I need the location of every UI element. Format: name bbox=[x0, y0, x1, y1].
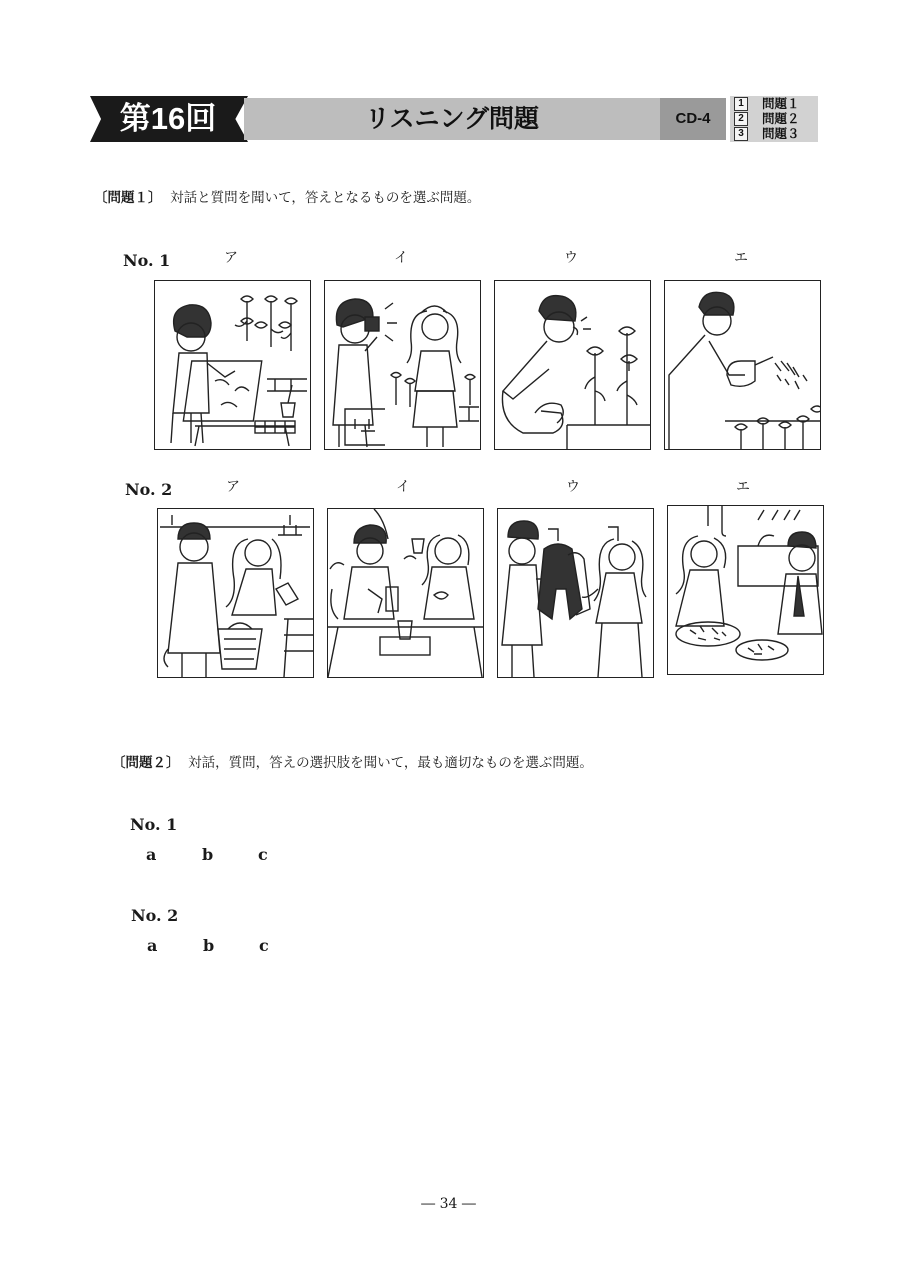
section2-instruction bbox=[112, 751, 593, 771]
answer-option: a bbox=[147, 936, 158, 955]
picture-shopping[interactable] bbox=[157, 508, 314, 678]
choice-label: イ bbox=[394, 250, 408, 266]
choice-label: ウ bbox=[564, 250, 578, 266]
question-label: No. 2 bbox=[131, 906, 179, 925]
cd-label: CD-4 bbox=[660, 98, 726, 140]
page-header bbox=[90, 96, 818, 142]
question-label: No. 2 bbox=[125, 480, 173, 499]
section1-instruction bbox=[94, 186, 480, 206]
choice-label: イ bbox=[396, 479, 410, 495]
picture-eating[interactable] bbox=[327, 508, 484, 678]
choice-label: ウ bbox=[566, 479, 580, 495]
choice-label: ア bbox=[226, 479, 240, 495]
section2-bracket: 〔問題２〕 bbox=[112, 755, 180, 770]
section2-text: 対話，質問，答えの選択肢を聞いて，最も適切なものを選ぶ問題。 bbox=[188, 755, 593, 771]
picture-cooking[interactable] bbox=[667, 505, 824, 675]
picture-smelling[interactable] bbox=[494, 280, 651, 450]
track-item: 3 問題３ bbox=[734, 127, 800, 141]
page-number: ― 34 ― bbox=[421, 1196, 476, 1212]
track-item: 1 問題１ bbox=[734, 97, 800, 111]
track-item: 2 問題２ bbox=[734, 112, 800, 126]
picture-painting[interactable] bbox=[154, 280, 311, 450]
picture-jacket[interactable] bbox=[497, 508, 654, 678]
question-label: No. 1 bbox=[123, 251, 171, 270]
answer-option: c bbox=[259, 936, 269, 955]
picture-watering[interactable] bbox=[664, 280, 821, 450]
section1-text: 対話と質問を聞いて，答えとなるものを選ぶ問題。 bbox=[170, 190, 481, 206]
answer-option: c bbox=[258, 845, 268, 864]
picture-photo[interactable] bbox=[324, 280, 481, 450]
round-label: 第16回 bbox=[119, 101, 217, 136]
track-list bbox=[730, 96, 818, 142]
choice-label: ア bbox=[224, 250, 238, 266]
choice-label: エ bbox=[734, 250, 748, 266]
choice-label: エ bbox=[736, 479, 750, 495]
page-title: リスニング問題 bbox=[364, 105, 539, 133]
section1-bracket: 〔問題１〕 bbox=[94, 190, 162, 205]
answer-option: b bbox=[202, 845, 214, 864]
answer-option: a bbox=[146, 845, 157, 864]
answer-option: b bbox=[203, 936, 215, 955]
question-label: No. 1 bbox=[130, 815, 178, 834]
